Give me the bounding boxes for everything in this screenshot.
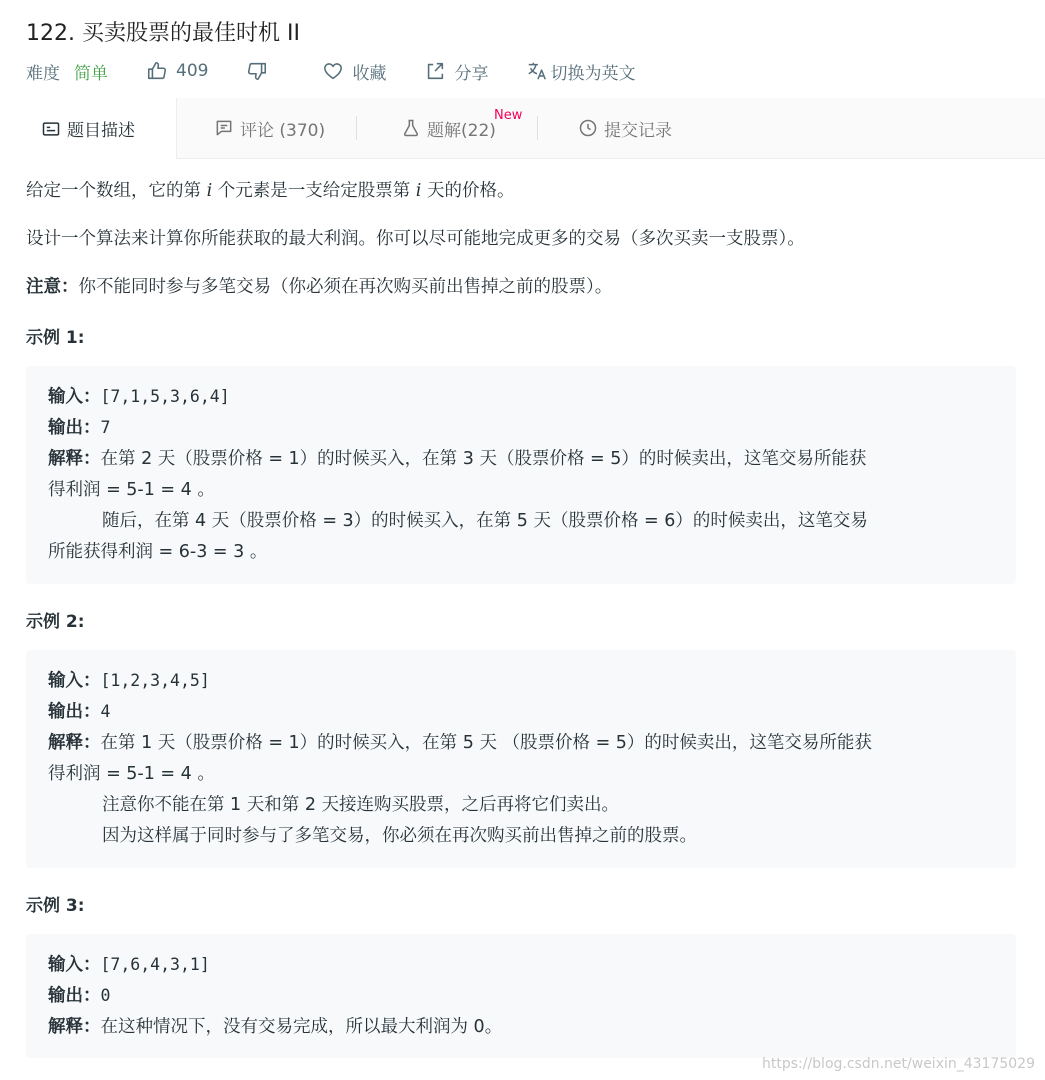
note-paragraph xyxy=(26,274,612,300)
share-icon xyxy=(424,60,446,82)
dislike-button[interactable] xyxy=(246,60,276,82)
input-label: 输入： xyxy=(48,387,101,407)
description-text: 给定一个数组，它的第 xyxy=(26,181,207,201)
output-label: 输出： xyxy=(48,702,101,722)
example-explanation xyxy=(48,728,872,758)
problem-title: 122. 买卖股票的最佳时机 II xyxy=(26,21,300,46)
explanation-text: 在这种情况下，没有交易完成，所以最大利润为 0。 xyxy=(100,1017,503,1037)
tab-bar xyxy=(0,98,1045,159)
tab-divider xyxy=(356,116,357,140)
example-block xyxy=(26,366,1016,584)
favorite-label: 收藏 xyxy=(352,63,387,84)
thumbs-up-icon xyxy=(146,60,168,82)
example-output xyxy=(48,413,110,443)
translate-button[interactable] xyxy=(526,59,635,84)
document-icon xyxy=(41,119,61,139)
example-input xyxy=(48,950,210,980)
input-value: [7,6,4,3,1] xyxy=(100,955,210,974)
explanation-text: 因为这样属于同时参与了多笔交易，你必须在再次购买前出售掉之前的股票。 xyxy=(102,826,697,846)
output-label: 输出： xyxy=(48,418,101,438)
thumbs-down-icon xyxy=(246,60,268,82)
problem-meta-bar xyxy=(26,58,635,84)
watermark: https://blog.csdn.net/weixin_43175029 xyxy=(761,1056,1035,1072)
explanation-text: 得利润 = 5-1 = 4 。 xyxy=(48,480,215,500)
difficulty-value: 简单 xyxy=(74,63,108,84)
example-explanation xyxy=(48,1012,502,1042)
output-value: 7 xyxy=(100,418,111,437)
input-value: [7,1,5,3,6,4] xyxy=(100,387,230,406)
example-explanation xyxy=(48,444,866,474)
description-paragraph: 设计一个算法来计算你所能获取的最大利润。你可以尽可能地完成更多的交易（多次买卖一支股票）。 xyxy=(26,229,805,249)
note-label: 注意： xyxy=(26,277,79,297)
example-input xyxy=(48,666,210,696)
explanation-label: 解释： xyxy=(48,1017,101,1037)
difficulty-label: 难度 xyxy=(26,63,60,84)
tab-solutions-label: 题解(22) xyxy=(427,120,496,141)
description-text: 天的价格。 xyxy=(421,181,515,201)
tab-divider xyxy=(537,116,538,140)
note-text: 你不能同时参与多笔交易（你必须在再次购买前出售掉之前的股票）。 xyxy=(78,277,613,297)
description-text: 个元素是一支给定股票第 xyxy=(212,181,416,201)
input-label: 输入： xyxy=(48,955,101,975)
comment-icon xyxy=(214,118,234,138)
variable-i: i xyxy=(415,181,422,201)
explanation-text: 所能获得利润 = 6-3 = 3 。 xyxy=(48,542,268,562)
explanation-text: 随后，在第 4 天（股票价格 = 3）的时候买入，在第 5 天（股票价格 = 6）的时候卖出，这笔交易 xyxy=(102,511,868,531)
tab-description[interactable] xyxy=(0,98,177,159)
example-title: 示例 2: xyxy=(26,612,85,632)
variable-i: i xyxy=(206,181,213,201)
example-input xyxy=(48,382,230,412)
translate-icon xyxy=(526,60,548,82)
example-output xyxy=(48,697,110,727)
explanation-text: 在第 2 天（股票价格 = 1）的时候买入，在第 3 天（股票价格 = 5）的时候卖出，这笔交易所能获 xyxy=(100,449,867,469)
tab-submissions-label: 提交记录 xyxy=(604,120,672,141)
favorite-button[interactable] xyxy=(322,59,386,84)
clock-icon xyxy=(578,118,598,138)
output-value: 0 xyxy=(100,986,111,1005)
new-badge: New xyxy=(494,108,523,123)
share-label: 分享 xyxy=(454,63,489,84)
tab-comments[interactable] xyxy=(214,98,325,158)
share-button[interactable] xyxy=(424,59,488,84)
problem-header xyxy=(0,0,1045,98)
explanation-label: 解释： xyxy=(48,733,101,753)
output-value: 4 xyxy=(100,702,111,721)
explanation-text: 得利润 = 5-1 = 4 。 xyxy=(48,764,215,784)
tab-comments-label: 评论 (370) xyxy=(240,120,326,141)
explanation-text: 注意你不能在第 1 天和第 2 天接连购买股票，之后再将它们卖出。 xyxy=(102,795,620,815)
tab-solutions[interactable] xyxy=(401,98,496,158)
example-output xyxy=(48,981,110,1011)
explanation-label: 解释： xyxy=(48,449,101,469)
example-title: 示例 1: xyxy=(26,328,85,348)
input-value: [1,2,3,4,5] xyxy=(100,671,210,690)
tab-submissions[interactable] xyxy=(578,98,672,158)
input-label: 输入： xyxy=(48,671,101,691)
output-label: 输出： xyxy=(48,986,101,1006)
flask-icon xyxy=(401,118,421,138)
example-title: 示例 3: xyxy=(26,896,85,916)
explanation-text: 在第 1 天（股票价格 = 1）的时候买入，在第 5 天 （股票价格 = 5）的时候卖出，这笔交易所能获 xyxy=(100,733,872,753)
description-paragraph xyxy=(26,178,514,204)
like-count: 409 xyxy=(176,61,209,81)
translate-label: 切换为英文 xyxy=(550,63,636,84)
heart-icon xyxy=(322,60,344,82)
tab-description-label: 题目描述 xyxy=(67,121,135,141)
like-button[interactable] xyxy=(146,60,208,82)
example-block xyxy=(26,934,1016,1058)
example-block xyxy=(26,650,1016,868)
